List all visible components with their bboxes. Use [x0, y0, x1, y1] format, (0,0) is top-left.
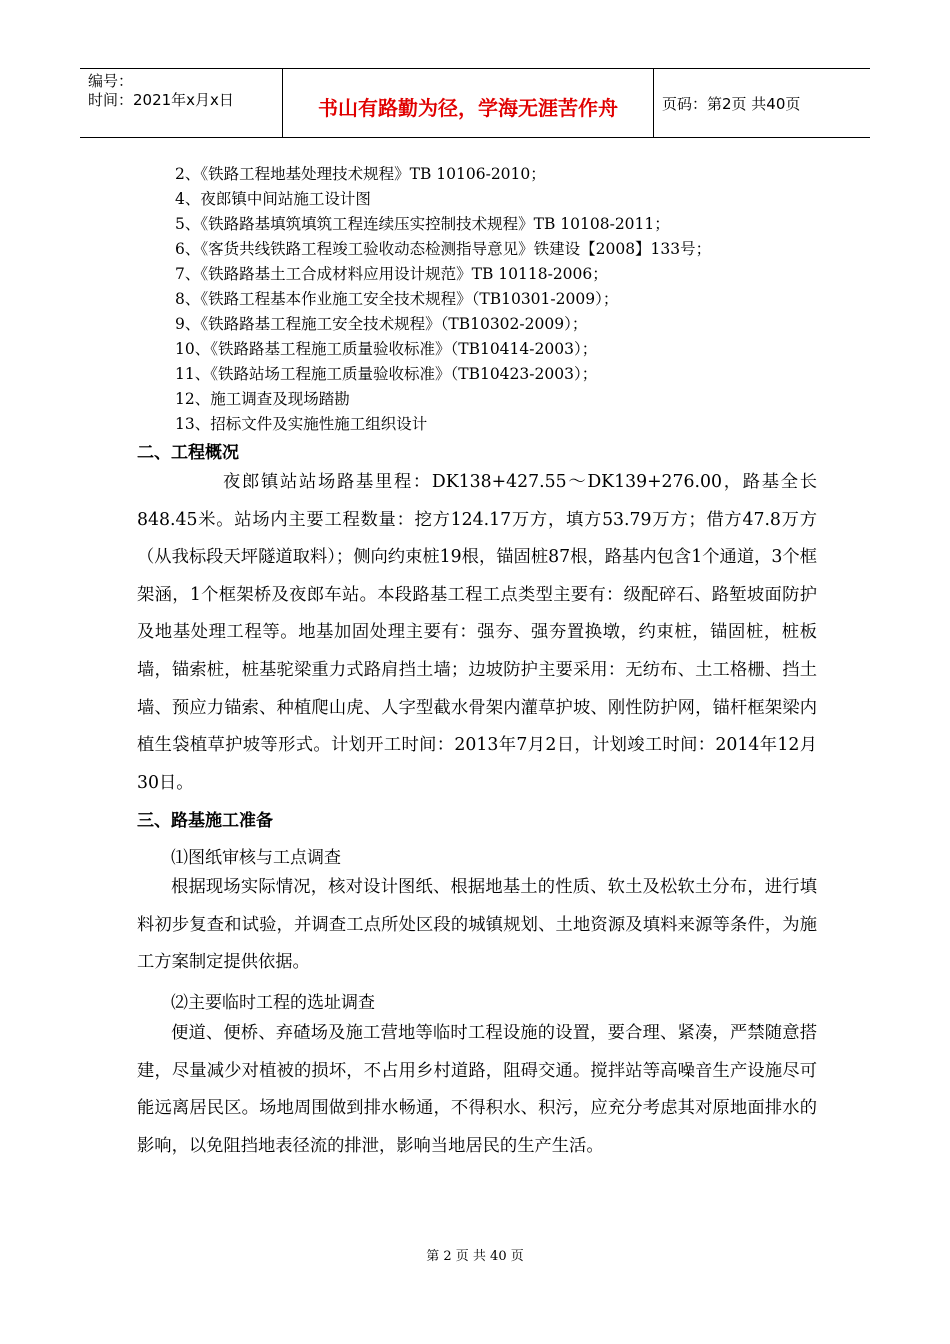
- subsection-title-temporary-works: ⑵主要临时工程的选址调查: [171, 993, 375, 1013]
- document-date: 时间：2021年x月x日: [88, 91, 234, 109]
- section-heading-overview: 二、工程概况: [137, 443, 239, 463]
- document-number-label: 编号：: [88, 72, 134, 90]
- header-page-info: 页码：第2页 共40页: [662, 94, 801, 113]
- reference-item: 2、《铁路工程地基处理技术规程》TB 10106-2010；: [175, 165, 546, 183]
- subsection-title-drawing-review: ⑴图纸审核与工点调查: [171, 848, 341, 868]
- reference-list: [175, 162, 711, 437]
- page-footer: 第 2 页 共 40 页: [426, 1249, 524, 1264]
- reference-item: 6、《客货共线铁路工程竣工验收动态检测指导意见》铁建设【2008】133号；: [175, 240, 712, 258]
- reference-item: 13、招标文件及实施性施工组织设计: [175, 415, 428, 433]
- reference-item: 9、《铁路路基工程施工安全技术规程》（TB10302-2009）；: [175, 315, 588, 333]
- reference-item: 12、施工调查及现场踏勘: [175, 390, 350, 408]
- header-motto: 书山有路勤为径，学海无涯苦作舟: [283, 69, 654, 137]
- drawing-review-paragraph: 根据现场实际情况，核对设计图纸、根据地基土的性质、软土及松软土分布，进行填料初步复查和试验，并调查工点所处区段的城镇规划、土地资源及填料来源等条件，为施工方案制定提供依据。: [137, 877, 817, 973]
- reference-item: 4、夜郎镇中间站施工设计图: [175, 190, 371, 208]
- overview-paragraph: 夜郎镇站站场路基里程：DK138+427.55～DK139+276.00，路基全长848.45米。站场内主要工程数量：挖方124.17万方，填方53.79万方；借方47.8万方（从我标段天坪隧道取料）；侧向约束桩19根，锚固桩87根，路基内包含1个通道，3个框架涵，1个框架桥及夜郎车站。本段路基工程工点类型主要有：级配碎石、路堑坡面防护及地基处理工程等。地基加固处理主要有：强夯、强夯置换墩，约束桩，锚固桩，桩板墙，锚索桩，桩基驼梁重力式路肩挡土墙；边坡防护主要采用：无纺布、土工格栅、挡土墙、预应力锚索、种植爬山虎、人字型截水骨架内灌草护坡、刚性防护网，锚杆框架梁内植生袋植草护坡等形式。计划开工时间：2013年7月2日，计划竣工时间：2014年12月30日。: [137, 472, 817, 793]
- reference-item: 10、《铁路路基工程施工质量验收标准》（TB10414-2003）；: [175, 340, 598, 358]
- reference-item: 8、《铁路工程基本作业施工安全技术规程》（TB10301-2009）；: [175, 290, 619, 308]
- section-heading-preparation: 三、路基施工准备: [137, 811, 273, 831]
- reference-item: 11、《铁路站场工程施工质量验收标准》（TB10423-2003）；: [175, 365, 598, 383]
- reference-item: 5、《铁路路基填筑填筑工程连续压实控制技术规程》TB 10108-2011；: [175, 215, 670, 233]
- page-header: [80, 68, 870, 138]
- header-meta: [80, 69, 283, 137]
- reference-item: 7、《铁路路基土工合成材料应用设计规范》TB 10118-2006；: [175, 265, 608, 283]
- temporary-works-paragraph: 便道、便桥、弃碴场及施工营地等临时工程设施的设置，要合理、紧凑，严禁随意搭建，尽量减少对植被的损坏，不占用乡村道路，阻碍交通。搅拌站等高噪音生产设施尽可能远离居民区。场地周围做到排水畅通，不得积水、积污，应充分考虑其对原地面排水的影响，以免阻挡地表径流的排泄，影响当地居民的生产生活。: [137, 1023, 817, 1156]
